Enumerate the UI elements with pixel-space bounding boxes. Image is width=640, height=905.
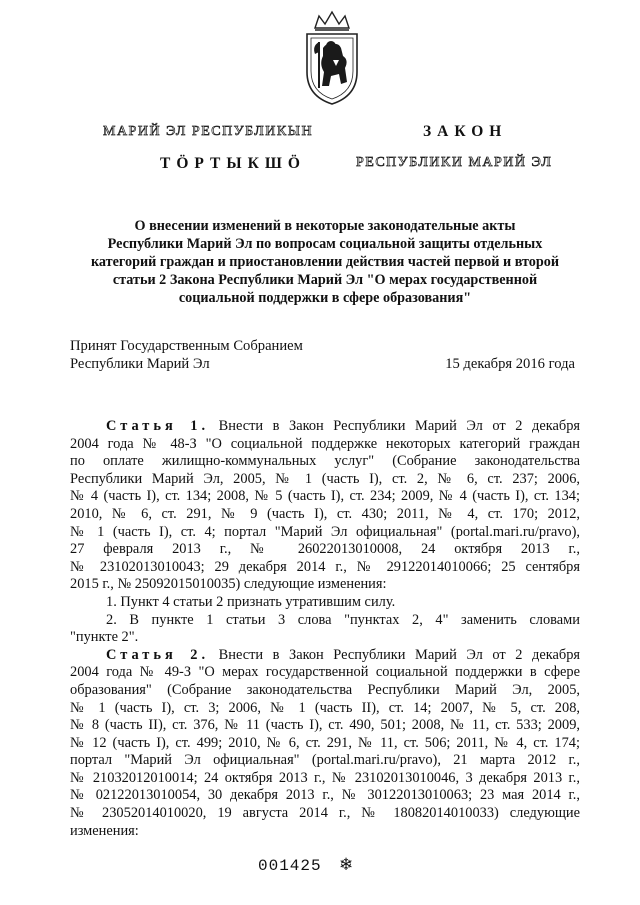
adopted-by-line2: Республики Марий Эл (70, 356, 210, 372)
article2-line: № 21032012010014; 24 октября 2013 г., № 23102013010046, 3 декабря 2013 г., (70, 769, 580, 786)
article1-line: 2015 г., № 25092015010035) следующие изменения: (70, 576, 387, 593)
article1-label: Статья 1. (106, 418, 210, 434)
adopted-by-line1: Принят Государственным Собранием (70, 338, 303, 354)
article2-line: образования" (Собрание законодательства Республики Марий Эл, 2005, (70, 681, 580, 698)
header-republic-ru: РЕСПУБЛИКИ МАРИЙ ЭЛ (356, 155, 553, 170)
header-law-mari: ТӦРТЫКШӦ (160, 155, 306, 172)
article2-label: Статья 2. (106, 646, 210, 663)
title-line: статьи 2 Закона Республики Марий Эл "О мерах государственной (112, 272, 538, 288)
article1-line: № 4 (часть I), ст. 134; 2008, № 5 (часть I), ст. 234; 2009, № 4 (часть I), ст. 134; (70, 488, 580, 505)
title-line: О внесении изменений в некоторые законодательные акты (134, 218, 516, 234)
title-line: категорий граждан и приостановлении действия частей первой и второй (90, 254, 560, 270)
header-republic-mari: МАРИЙ ЭЛ РЕСПУБЛИКЫН (103, 124, 314, 139)
article1-line: по оплате жилищно-коммунальных услуг" (Собрание законодательства (70, 453, 580, 470)
adoption-block (70, 337, 580, 373)
article2-line: № 12 (часть I), ст. 499; 2010, № 6, ст. 291, № 11, ст. 506; 2011, № 4, ст. 174; (70, 734, 580, 751)
article2-line: 2004 года № 49-З "О мерах государственной социальной поддержки в сфере (70, 664, 580, 681)
article2-first-line: Статья 2. Внести в Закон Республики Марий Эл от 2 декабря (106, 646, 581, 663)
coat-of-arms-bear-icon (293, 8, 371, 108)
article2-line: № 1 (часть I), ст. 3; 2006, № 1 (часть II), ст. 14; 2007, № 5, ст. 208, (70, 699, 580, 716)
article2-line: № 23052014010020, 19 августа 2014 г., № 18082014010033) следующие (70, 805, 580, 822)
article2-line: № 02122013010054, 30 декабря 2013 г., № 30122013010063; 23 мая 2014 г., (70, 787, 580, 804)
article1-line: 27 февраля 2013 г., № 26022013010008, 24 октября 2013 г., (70, 541, 580, 558)
document-serial-number: 001425 (258, 857, 322, 875)
article1-line: Республики Марий Эл, 2005, № 1 (часть I), ст. 2, № 6, ст. 237; 2006, (70, 470, 580, 487)
article1-line: 2004 года № 48-З "О социальной поддержке некоторых категорий граждан (70, 435, 580, 452)
law-body (70, 418, 580, 840)
article1-line: № 23102013010043; 29 декабря 2014 г., № 29122014010066; 25 сентября (70, 558, 580, 575)
article2-line: изменения: (70, 822, 139, 839)
article2-line: портал "Марий Эл официальная" (portal.mari.ru/pravo), 21 марта 2012 г., (70, 752, 580, 769)
article1-item2: 2. В пункте 1 статьи 3 слова "пунктах 2, 4" заменить словами (106, 611, 580, 628)
header-law-ru: ЗАКОН (423, 123, 508, 140)
adoption-date: 15 декабря 2016 года (445, 356, 575, 372)
law-title (70, 217, 580, 307)
title-line: социальной поддержки в сфере образования" (178, 290, 472, 306)
article1-item1: 1. Пункт 4 статьи 2 признать утратившим силу. (106, 593, 396, 610)
article2-line: № 8 (часть II), ст. 376, № 11 (часть I), ст. 490, 501; 2008, № 11, ст. 533; 2009, (70, 717, 580, 734)
article1-line: 2010, № 6, ст. 291, № 9 (часть I), ст. 430; 2011, № 4, ст. 170; 2012, (70, 505, 580, 522)
article1-item2-cont: "пункте 2". (70, 629, 139, 646)
snowflake-mark-icon: ❄ (339, 855, 354, 875)
article1-line: № 1 (часть I), ст. 4; портал "Марий Эл официальная" (portal.mari.ru/pravo), (70, 523, 580, 540)
title-line: Республики Марий Эл по вопросам социальной защиты отдельных (107, 236, 543, 252)
article1-first-line: Статья 1. Внести в Закон Республики Марий Эл от 2 декабря (106, 418, 581, 434)
